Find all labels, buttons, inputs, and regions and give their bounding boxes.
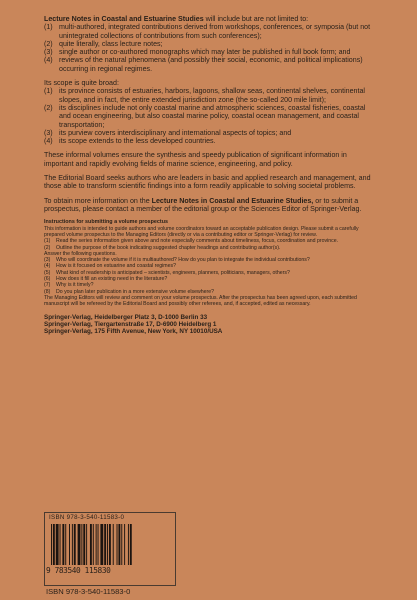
isbn-label-top: ISBN 978-3-540-11583-0: [49, 514, 125, 521]
series-title: Lecture Notes in Coastal and Estuarine Studies: [44, 15, 204, 23]
list-item: (4) How is it focused on estuarine and coastal regimes?: [44, 263, 176, 270]
list-item: (8) Do you plan later publication in a more extensive volume elsewhere?: [44, 288, 215, 295]
text-block: [44, 15, 374, 336]
list-item: (2) its disciplines include not only coastal marine and atmospheric sciences, coastal fisheries, coastal and ocean engineering, but also coastal marine policy, coastal ocean management, and coastal transportation;: [44, 103, 366, 129]
list-item: (1) its province consists of estuaries, harbors, lagoons, shallow seas, continental shelves, continental slopes, and in fact, the entire extended jurisdiction zone (the so-called 200 mile limit);: [44, 87, 365, 104]
series-title: Lecture Notes in Coastal and Estuarine Studies,: [151, 196, 314, 205]
list-item: (4) reviews of the natural phenomena (and possibly their social, economic, and political implications) occurring in regional regimes.: [44, 56, 363, 73]
address-heidelberg: Springer-Verlag, Tiergartenstraße 17, D-6900 Heidelberg 1: [44, 320, 217, 328]
barcode-digits: 9 783540 115830: [46, 566, 111, 575]
editorial-board-paragraph: The Editorial Board seeks authors who are leaders in basic and applied research and management, and those able to transform scientific findings into a form readily applicable to solving societal problems.: [44, 174, 371, 191]
list-item: (3) single author or co-authored monographs which may later be published in full book form; and: [44, 48, 351, 57]
list-item: (3) its purview covers interdisciplinary and international aspects of topics; and: [44, 128, 292, 137]
synthesis-paragraph: These informal volumes ensure the synthesis and speedy publication of significant information in important and rapidly evolving fields of marine science, engineering, and policy.: [44, 151, 347, 168]
scope-heading: Its scope is quite broad:: [44, 79, 119, 88]
contribution-types-list: [44, 23, 374, 73]
list-item: (2) Outline the purpose of the book indicating suggested chapter headings and contributing author(s).: [44, 244, 281, 251]
address-berlin: Springer-Verlag, Heidelberger Platz 3, D-1000 Berlin 33: [44, 313, 208, 321]
list-item: (4) its scope extends to the less developed countries.: [44, 137, 216, 146]
list-item: (1) multi-authored, integrated contributions derived from workshops, conferences, or symposia (but not unintegrated collections of contributions from such conferences);: [44, 23, 371, 40]
contact-paragraph: To obtain more information on the Lecture Notes in Coastal and Estuarine Studies, or to submit a prospectus, please contact a member of the editorial group or the Sciences Editor of Springer-Verlag.: [44, 196, 362, 213]
list-item: (5) What kind of readership is anticipated – scientists, engineers, planners, politicians, managers, others?: [44, 269, 290, 276]
instructions-intro: This information is intended to guide authors and volume coordinators toward an acceptable publication design. Please submit a carefully prepared volume prospectus to the Managing Editors (directly or via a contributing editor or Springer-Verlag) for review.: [44, 225, 359, 238]
scope-list: [44, 87, 374, 145]
instructions-list: [44, 238, 374, 251]
list-item: (1) Read the series information given above and note especially comments about timeliness, focus, coordination and province.: [44, 238, 339, 245]
list-item: (6) How does it fill an existing need in the literature?: [44, 276, 168, 283]
intro-paragraph: [44, 15, 374, 23]
list-item: (3) Who will coordinate the volume if it is multiauthored? How do you plan to integrate the individual contributions?: [44, 257, 310, 264]
barcode-icon: [49, 524, 169, 565]
instructions-heading: Instructions for submitting a volume prospectus: [44, 219, 168, 226]
instructions-closing: The Managing Editors will review and comment on your volume prospectus. After the prospectus has been agreed upon, each submitted manuscript will be refereed by the Editorial Board and possibly other referees, and, if accepted, edited as necessary.: [44, 294, 357, 308]
isbn-label-bottom: ISBN 978-3-540-11583-0: [46, 587, 131, 596]
intro-text: will include but are not limited to:: [203, 15, 309, 23]
list-item: (2) quite literally, class lecture notes;: [44, 39, 163, 48]
questions-intro: Answer the following questions.: [44, 250, 117, 257]
address-new-york: Springer-Verlag, 175 Fifth Avenue, New York, NY 10010/USA: [44, 328, 223, 336]
questions-list: [44, 257, 374, 295]
list-item: (7) Why is it timely?: [44, 282, 94, 289]
